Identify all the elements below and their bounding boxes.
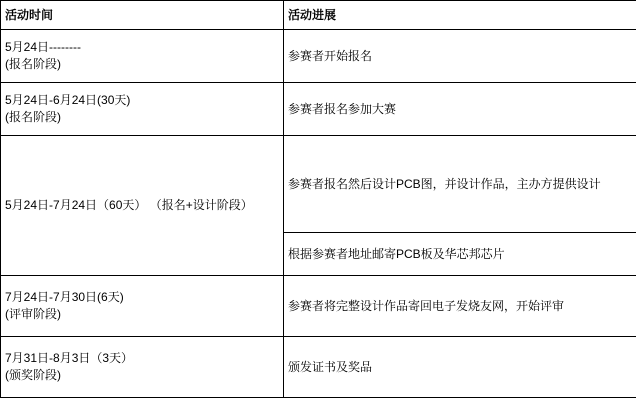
row-time-line1: 5月24日-7月24日（60天） （报名+设计阶段） [5, 198, 253, 212]
row-time-line2: (颁奖阶段) [5, 368, 61, 382]
row-progress-cell [284, 136, 636, 233]
row-time-line1: 5月24日-6月24日(30天) [5, 93, 131, 107]
table-row [1, 30, 636, 83]
row-time-cell [1, 83, 284, 136]
row-progress-text: 参赛者报名然后设计PCB图，并设计作品，主办方提供设计 [288, 176, 601, 191]
table-row [1, 276, 636, 337]
column-header-time: 活动时间 [1, 1, 284, 30]
row-progress-cell: 颁发证书及奖品 [284, 337, 636, 398]
row-progress-cell [284, 276, 636, 337]
row-time-line1: 5月24日-------- [5, 40, 81, 54]
row-time-line2: (报名阶段) [5, 110, 61, 124]
table-row [1, 83, 636, 136]
table-header-row [1, 1, 636, 30]
table-row [1, 337, 636, 398]
column-header-progress: 活动进展 [284, 1, 636, 30]
row-progress-text: 根据参赛者地址邮寄PCB板及华芯邦芯片 [288, 246, 505, 261]
row-progress-cell: 参赛者报名参加大赛 [284, 83, 636, 136]
table-row [1, 136, 636, 233]
row-progress-cell: 参赛者开始报名 [284, 30, 636, 83]
row-progress-text: 参赛者将完整设计作品寄回电子发烧友网，开始评审 [288, 298, 565, 313]
row-time-cell [1, 136, 284, 276]
row-time-line1: 7月31日-8月3日（3天） [5, 351, 134, 365]
row-time-line2: (评审阶段) [5, 307, 61, 321]
row-time-cell [1, 276, 284, 337]
row-time-line2: (报名阶段) [5, 57, 61, 71]
row-time-line1: 7月24日-7月30日(6天) [5, 290, 124, 304]
row-time-cell [1, 337, 284, 398]
row-progress-cell [284, 233, 636, 276]
row-time-cell [1, 30, 284, 83]
